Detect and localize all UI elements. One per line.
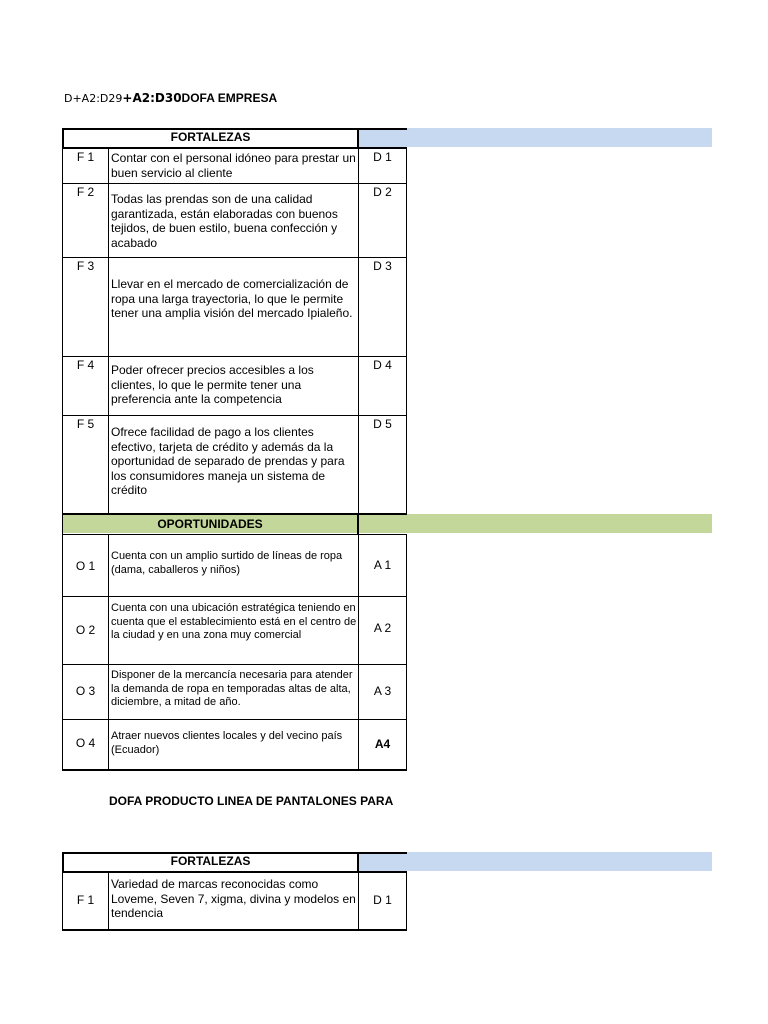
debilidad-id: D 4 — [358, 357, 407, 416]
oportunidad-text: Atraer nuevos clientes locales y del vecino país (Ecuador) — [109, 720, 359, 771]
amenaza-id: A 2 — [358, 597, 407, 665]
debilidad-id: D 1 — [358, 149, 407, 184]
oportunidades-header-right — [358, 514, 407, 535]
fortaleza-text: Ofrece facilidad de pago a los clientes efectivo, tarjeta de crédito y además da la oportunidad de separado de prendas y para los consumidores maneja un sistema de crédito — [109, 416, 359, 514]
title-formula-a: D+A2:D29 — [64, 92, 123, 105]
oportunidad-text: Disponer de la mercancía necesaria para atender la demanda de ropa en temporadas altas de alta, diciembre, a mitad de año. — [109, 665, 359, 720]
oportunidad-id: O 1 — [62, 535, 109, 597]
fortalezas-header: FORTALEZAS — [62, 128, 359, 149]
fortaleza-text: Contar con el personal idóneo para prestar un buen servicio al cliente — [109, 149, 359, 184]
title-text: DOFA EMPRESA — [181, 91, 278, 105]
debilidad-id: D 3 — [358, 258, 407, 357]
oportunidad-id: O 4 — [62, 720, 109, 771]
oportunidad-text: Cuenta con un amplio surtido de líneas de ropa (dama, caballeros y niños) — [109, 535, 359, 597]
fortalezas-header-right — [358, 128, 407, 149]
oportunidad-id: O 2 — [62, 597, 109, 665]
section-subtitle: DOFA PRODUCTO LINEA DE PANTALONES PARA — [109, 794, 394, 808]
fortalezas-band-blue — [358, 128, 712, 147]
oportunidades-header: OPORTUNIDADES — [62, 514, 359, 535]
fortaleza-text: Llevar en el mercado de comercialización de ropa una larga trayectoria, lo que le permite tener una amplia visión del mercado Ipialeño. — [109, 258, 359, 357]
debilidad-id: D 5 — [358, 416, 407, 514]
document-title — [64, 91, 277, 105]
amenaza-id: A 1 — [358, 535, 407, 597]
fortaleza-id: F 3 — [62, 258, 109, 357]
fortalezas-band-blue-2 — [358, 852, 712, 871]
fortaleza-id: F 4 — [62, 357, 109, 416]
fortaleza-id: F 1 — [62, 149, 109, 184]
title-formula-b: +A2:D30 — [122, 91, 182, 105]
fortalezas-header-2: FORTALEZAS — [62, 852, 359, 873]
fortaleza-text: Variedad de marcas reconocidas como Loveme, Seven 7, xigma, divina y modelos en tendencia — [109, 873, 359, 931]
fortaleza-id: F 2 — [62, 184, 109, 258]
fortaleza-text: Poder ofrecer precios accesibles a los clientes, lo que le permite tener una preferencia ante la competencia — [109, 357, 359, 416]
fortaleza-id: F 1 — [62, 873, 109, 931]
amenaza-id: A4 — [358, 720, 407, 771]
fortaleza-text: Todas las prendas son de una calidad garantizada, están elaboradas con buenos tejidos, de buen estilo, buena confección y acabado — [109, 184, 359, 258]
fortalezas-header-right-2 — [358, 852, 407, 873]
fortaleza-id: F 5 — [62, 416, 109, 514]
oportunidad-id: O 3 — [62, 665, 109, 720]
debilidad-id: D 1 — [358, 873, 407, 931]
debilidad-id: D 2 — [358, 184, 407, 258]
oportunidad-text: Cuenta con una ubicación estratégica teniendo en cuenta que el establecimiento está en el centro de la ciudad y en una zona muy comercial — [109, 597, 359, 665]
amenaza-id: A 3 — [358, 665, 407, 720]
